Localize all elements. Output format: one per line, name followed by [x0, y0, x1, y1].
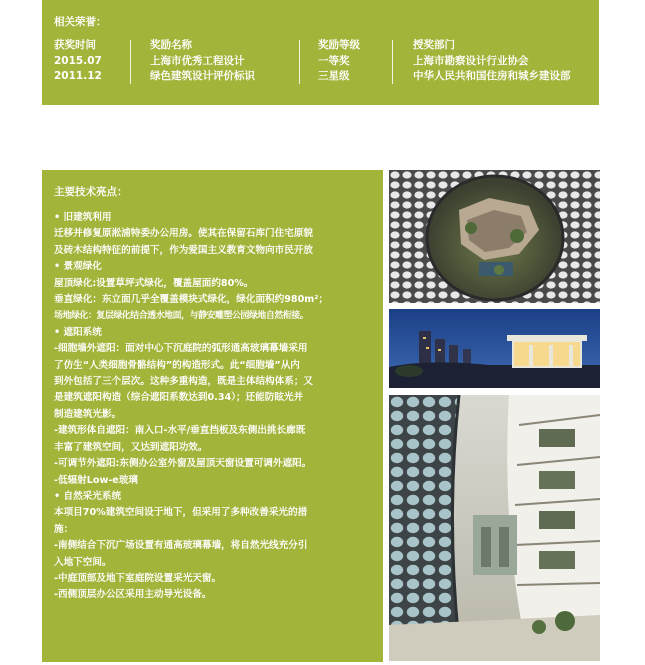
- tech-line: 施：: [54, 523, 74, 535]
- tech-line: • 自然采光系统: [54, 490, 122, 502]
- award-dept-cell: 中华人民共和国住房和城乡建设部: [413, 70, 571, 82]
- tech-line: • 遮阳系统: [54, 326, 102, 338]
- tech-line: 及砖木结构特征的前提下，作为爱国主义教育文物向市民开放: [54, 244, 314, 256]
- tech-title: 主要技术亮点：: [54, 186, 128, 198]
- award-time-column: [54, 38, 102, 85]
- tech-line: 屋顶绿化:设置草坪式绿化，覆盖屋面约80%。: [54, 277, 254, 289]
- award-name-cell: 上海市优秀工程设计: [150, 54, 245, 67]
- tech-line: 到外包括了三个层次。这种多重构造，既是主体结构体系；又: [54, 376, 314, 388]
- atrium-interior-photo: [389, 395, 600, 661]
- award-name-column: [150, 38, 255, 85]
- tech-line: 场地绿化：复层绿化结合透水地面，与静安雕塑公园绿地自然衔接。: [54, 311, 309, 322]
- tech-line: 是建筑遮阳构造（综合遮阳系数达到0.34）；还能防眩光并: [54, 392, 304, 404]
- award-name-cell: 绿色建筑设计评价标识: [150, 70, 255, 82]
- column-divider: [392, 40, 393, 84]
- awards-panel: [42, 0, 599, 105]
- column-divider: [299, 40, 300, 84]
- award-level-header: 奖励等级: [318, 39, 360, 51]
- award-time-cell: 2015.07: [54, 54, 102, 67]
- award-time-header: 获奖时间: [54, 39, 96, 51]
- award-dept-cell: 上海市勘察设计行业协会: [413, 54, 529, 67]
- tech-line: -南侧结合下沉广场设置有通高玻璃幕墙，将自然光线充分引: [54, 540, 308, 552]
- tech-line: 垂直绿化：东立面几乎全覆盖模块式绿化，绿化面积约980m²；: [54, 294, 329, 306]
- award-level-column: [318, 38, 360, 85]
- award-dept-header: 授奖部门: [413, 39, 455, 51]
- courtyard-aerial-photo: [389, 170, 600, 303]
- tech-line: 入地下空间。: [54, 556, 112, 568]
- tech-line: 丰富了建筑空间，又达到遮阳功效。: [54, 441, 208, 453]
- award-time-cell: 2011.12: [54, 70, 102, 82]
- night-exterior-photo: [389, 309, 600, 388]
- tech-body: [54, 210, 376, 604]
- tech-line: -中庭顶部及地下室庭院设置采光天窗。: [54, 572, 222, 584]
- tech-line: -西侧顶层办公区采用主动导光设备。: [54, 589, 212, 601]
- awards-title: 相关荣誉：: [54, 16, 107, 28]
- award-level-cell: 一等奖: [318, 54, 350, 67]
- award-level-cell: 三星级: [318, 70, 350, 82]
- tech-line: -低辐射Low-e玻璃: [54, 474, 139, 486]
- tech-line: 制造建筑光影。: [54, 408, 122, 420]
- tech-line: 本项目70%建筑空间设于地下，但采用了多种改善采光的措: [54, 507, 308, 519]
- tech-line: -细胞墙外遮阳：面对中心下沉庭院的弧形通高玻璃幕墙采用: [54, 343, 308, 355]
- tech-line: -建筑形体自遮阳：南入口-水平/垂直挡板及东侧出挑长廊既: [54, 425, 306, 437]
- tech-line: 了仿生“人类细胞骨骼结构”的构造形式。此“细胞墙”从内: [54, 359, 300, 371]
- tech-line: • 景观绿化: [54, 261, 102, 273]
- award-name-header: 奖励名称: [150, 39, 192, 51]
- tech-line: 迁移并修复原淞浦特委办公用房。使其在保留石库门住宅原貌: [54, 228, 314, 240]
- tech-line: -可调节外遮阳:东侧办公室外窗及屋顶天窗设置可调外遮阳。: [54, 458, 312, 470]
- tech-highlights-panel: [42, 170, 383, 662]
- column-divider: [130, 40, 131, 84]
- tech-line: • 旧建筑利用: [54, 212, 112, 223]
- award-dept-column: [413, 38, 571, 85]
